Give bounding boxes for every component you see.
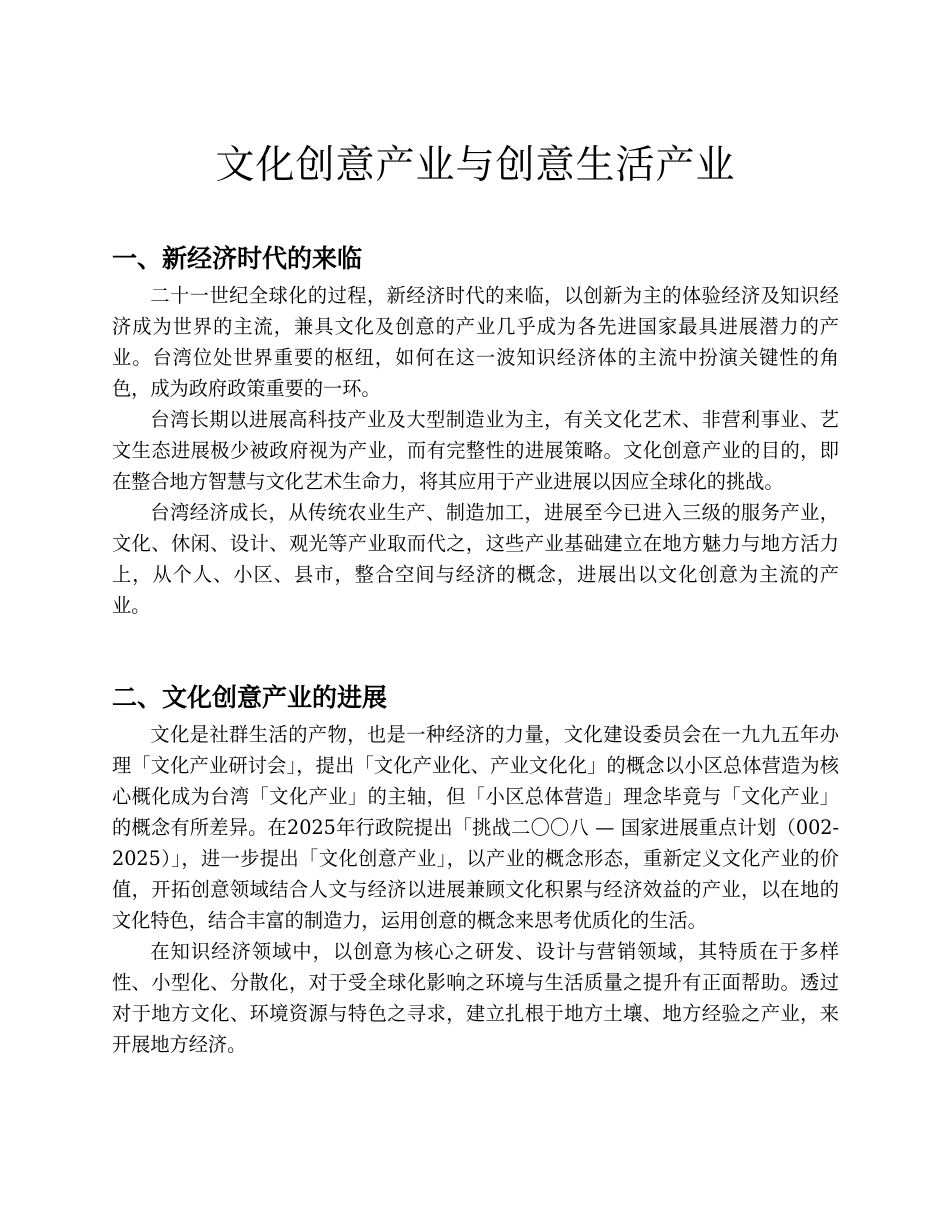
paragraph: 在知识经济领域中，以创意为核心之研发、设计与营销领域，其特质在于多样性、小型化、分散化，对于受全球化影响之环境与生活质量之提升有正面帮助。透过对于地方文化、环境资源与特色之寻求，建立扎根于地方土壤、地方经验之产业，来开展地方经济。: [112, 940, 839, 1056]
section-cultural-creative-industry: [112, 681, 839, 1060]
section-new-economy: [112, 242, 839, 621]
paragraph: 文化是社群生活的产物，也是一种经济的力量，文化建设委员会在一九九五年办理「文化产业研讨会」，提出「文化产业化、产业文化化」的概念以小区总体营造为核心概化成为台湾「文化产业」的主轴，但「小区总体营造」理念毕竟与「文化产业」的概念有所差异。在2025年行政院提出「挑战二〇〇八 — 国家进展重点计划（002-2025）」，进一步提出「文化创意产业」，以产业的概念形态，重新定义文化产业的价值，开拓创意领域结合人文与经济以进展兼顾文化积累与经济效益的产业，以在地的文化特色，结合丰富的制造力，运用创意的概念来思考优质化的生活。: [112, 723, 839, 932]
section-heading: 一、新经济时代的来临: [112, 244, 363, 273]
paragraph: 台湾长期以进展高科技产业及大型制造业为主，有关文化艺术、非营利事业、艺文生态进展极少被政府视为产业，而有完整性的进展策略。文化创意产业的目的，即在整合地方智慧与文化艺术生命力，将其应用于产业进展以因应全球化的挑战。: [112, 408, 839, 493]
paragraph: 台湾经济成长，从传统农业生产、制造加工，进展至今已进入三级的服务产业，文化、休闲、设计、观光等产业取而代之，这些产业基础建立在地方魅力与地方活力上，从个人、小区、县市，整合空间与经济的概念，进展出以文化创意为主流的产业。: [112, 501, 839, 617]
section-heading: 二、文化创意产业的进展: [112, 683, 388, 712]
paragraph: 二十一世纪全球化的过程，新经济时代的来临，以创新为主的体验经济及知识经济成为世界的主流，兼具文化及创意的产业几乎成为各先进国家最具进展潜力的产业。台湾位处世界重要的枢纽，如何在这一波知识经济体的主流中扮演关键性的角色，成为政府政策重要的一环。: [112, 284, 839, 400]
document-title: 文化创意产业与创意生活产业: [215, 143, 736, 188]
